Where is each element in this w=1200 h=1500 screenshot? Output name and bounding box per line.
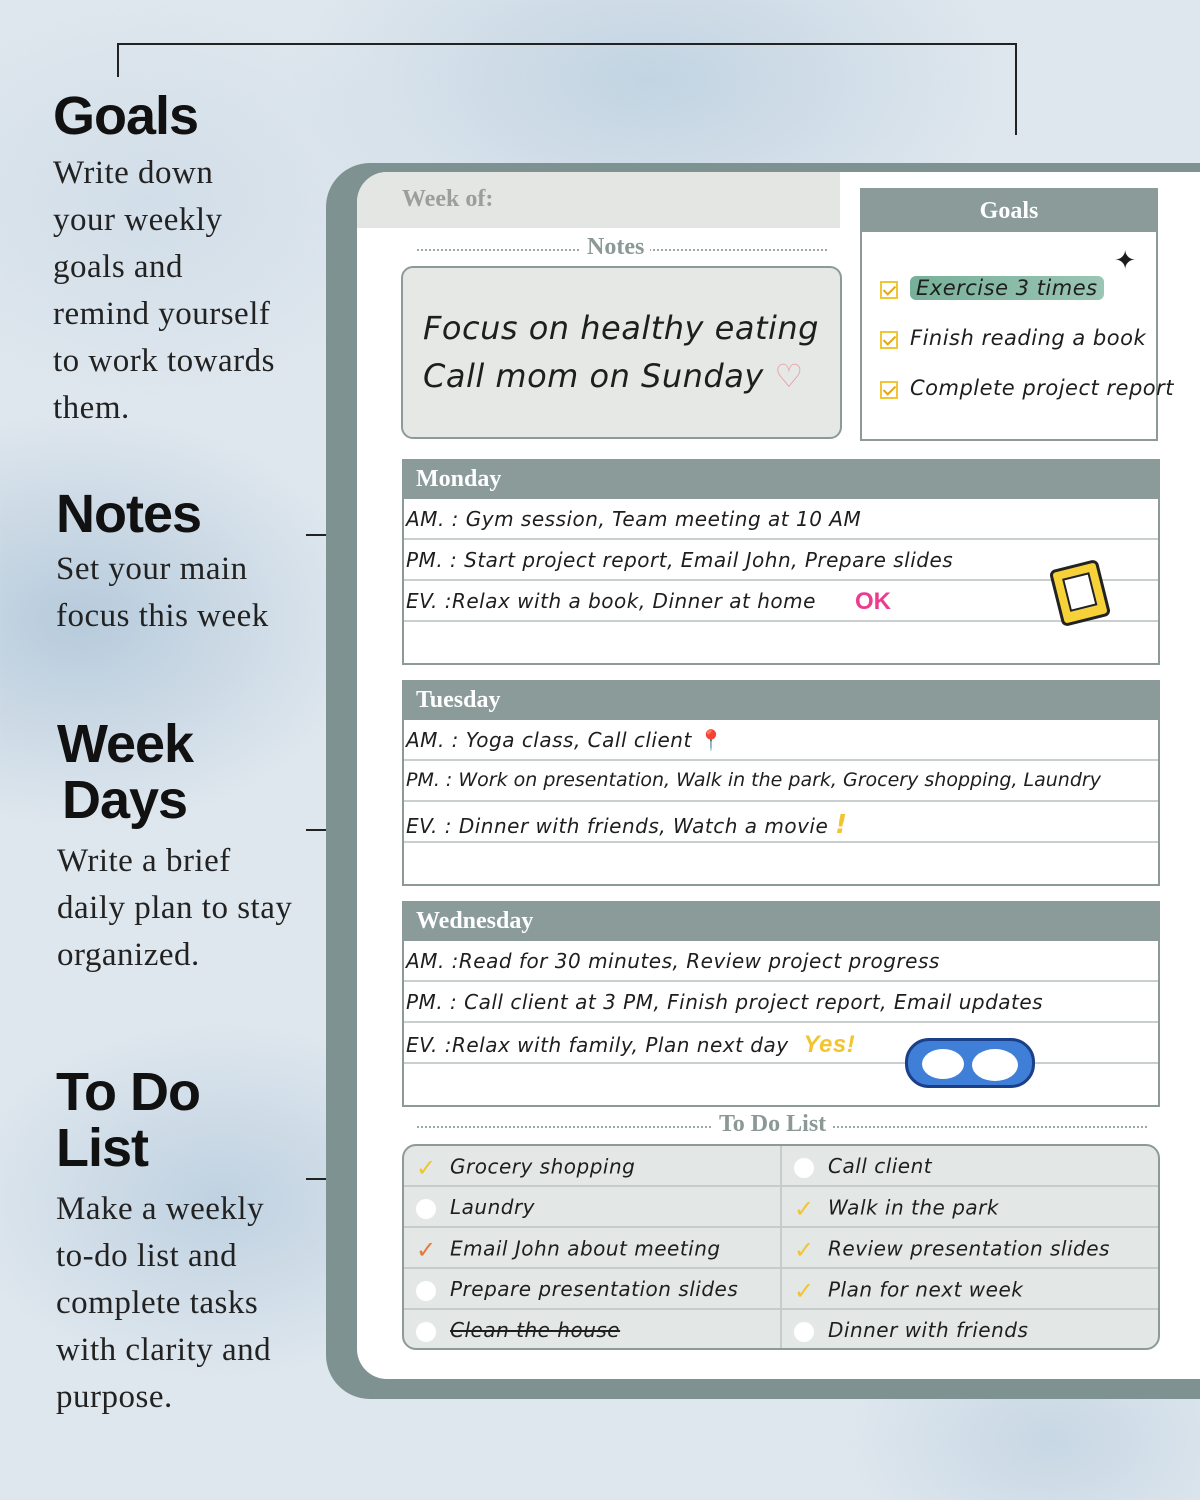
desc-line: Make a weekly [56, 1191, 265, 1227]
goal-item[interactable] [880, 326, 1146, 351]
check-icon: ✓ [416, 1236, 437, 1264]
day-monday [402, 459, 1160, 665]
week-of-label: Week of: [357, 172, 840, 228]
desc-line: remind yourself [53, 296, 271, 332]
todo-item[interactable] [404, 1269, 782, 1310]
checkbox-icon [880, 281, 898, 299]
todo-text: Dinner with friends [828, 1318, 1029, 1342]
day-row-am[interactable] [404, 720, 1158, 761]
todo-item[interactable] [782, 1187, 1160, 1228]
todo-table [402, 1144, 1160, 1350]
desc-line: Set your main [56, 551, 248, 587]
goals-section [53, 88, 303, 432]
day-wednesday [402, 901, 1160, 1107]
desc-line: to-do list and [56, 1238, 238, 1274]
check-icon: ✓ [416, 1154, 437, 1182]
notes-heading: Notes [56, 484, 202, 544]
radio-circle-icon [794, 1158, 814, 1178]
todo-item[interactable] [782, 1269, 1160, 1310]
todo-text: Grocery shopping [450, 1154, 636, 1179]
goal-text: Exercise 3 times [910, 276, 1104, 300]
bracket-line [117, 43, 119, 77]
todo-column-left [404, 1146, 782, 1350]
todo-heading-2: List [56, 1118, 149, 1178]
sparkle-icon: ✦ [1114, 246, 1136, 276]
day-row-am[interactable]: AM. :Read for 30 minutes, Review project progress [404, 941, 1158, 982]
goals-box[interactable] [860, 188, 1175, 441]
radio-circle-icon [416, 1322, 436, 1342]
desc-line: Write down [53, 155, 214, 191]
row-text: AM. : Yoga class, Call client [406, 728, 692, 752]
desc-line: your weekly [53, 202, 223, 238]
notes-box[interactable] [401, 266, 842, 439]
weekdays-heading-1: Week [57, 714, 194, 774]
bunny-sticker-icon [905, 1038, 1035, 1088]
todo-column-right [782, 1146, 1160, 1350]
todo-item[interactable] [404, 1228, 782, 1269]
radio-circle-icon [416, 1199, 436, 1219]
day-row-pm[interactable]: PM. : Call client at 3 PM, Finish project report, Email updates [404, 982, 1158, 1023]
goal-item[interactable] [880, 276, 1104, 301]
desc-line: Write a brief [57, 843, 231, 879]
notes-line [423, 352, 840, 400]
planner-page [357, 172, 1200, 1379]
goal-text: Finish reading a book [910, 326, 1147, 350]
todo-text: Prepare presentation slides [450, 1277, 739, 1301]
todo-item[interactable] [782, 1310, 1160, 1350]
notes-description [56, 546, 306, 640]
sticker-ok: OK [855, 588, 891, 615]
desc-line: complete tasks [56, 1285, 259, 1321]
goal-item[interactable] [880, 376, 1174, 401]
location-pin-icon: 📍 [698, 728, 725, 752]
desc-line: to work towards [53, 343, 275, 379]
goals-description [53, 150, 303, 432]
day-tuesday [402, 680, 1160, 886]
weekdays-section [57, 716, 307, 979]
day-row-blank[interactable] [404, 622, 1158, 663]
todo-item[interactable] [404, 1310, 782, 1350]
todo-item[interactable] [782, 1146, 1160, 1187]
todo-item[interactable] [782, 1228, 1160, 1269]
day-row-blank[interactable] [404, 843, 1158, 884]
day-row-pm[interactable]: PM. : Start project report, Email John, Prepare slides [404, 540, 1158, 581]
todo-text: Email John about meeting [450, 1236, 721, 1261]
notes-line: Focus on healthy eating [423, 309, 819, 347]
check-icon: ✓ [794, 1277, 815, 1305]
todo-item[interactable] [404, 1187, 782, 1228]
weekdays-heading-2: Days [62, 770, 188, 830]
day-title: Tuesday [404, 682, 1158, 720]
desc-line: purpose. [56, 1379, 173, 1415]
todo-text: Review presentation slides [828, 1236, 1110, 1261]
todo-text: Call client [828, 1154, 933, 1178]
day-row-pm[interactable]: PM. : Work on presentation, Walk in the park, Grocery shopping, Laundry [404, 761, 1158, 802]
desc-line: organized. [57, 937, 200, 973]
goals-box-title: Goals [862, 190, 1156, 232]
desc-line: focus this week [56, 598, 269, 634]
checkbox-icon [880, 381, 898, 399]
check-icon: ✓ [794, 1195, 815, 1223]
desc-line: goals and [53, 249, 184, 285]
todo-description [56, 1186, 306, 1421]
day-row-blank[interactable] [404, 1064, 1158, 1105]
todo-text: Clean the house [450, 1318, 621, 1342]
day-title: Monday [404, 461, 1158, 499]
desc-line: daily plan to stay [57, 890, 293, 926]
row-text: EV. :Relax with family, Plan next day [406, 1033, 789, 1057]
day-row-ev[interactable] [404, 1023, 1158, 1064]
weekdays-description [57, 838, 307, 979]
todo-text: Plan for next week [828, 1277, 1024, 1302]
todo-section [56, 1064, 306, 1421]
notes-label: Notes [581, 234, 650, 261]
goals-heading: Goals [53, 86, 199, 146]
heart-icon: ♡ [774, 357, 804, 395]
bracket-line [117, 43, 1017, 45]
exclamation-mark-icon: ! [835, 810, 848, 840]
todo-text: Walk in the park [828, 1195, 999, 1220]
bracket-line [1015, 43, 1017, 135]
todo-label: To Do List [713, 1111, 832, 1138]
row-text: EV. : Dinner with friends, Watch a movie [406, 814, 829, 838]
todo-text: Laundry [450, 1195, 536, 1219]
desc-line: them. [53, 390, 130, 426]
day-row-am[interactable]: AM. : Gym session, Team meeting at 10 AM [404, 499, 1158, 540]
day-title: Wednesday [404, 903, 1158, 941]
check-icon: ✓ [794, 1236, 815, 1264]
radio-circle-icon [416, 1281, 436, 1301]
notes-section [56, 486, 306, 640]
todo-item[interactable] [404, 1146, 782, 1187]
day-row-ev[interactable]: EV. :Relax with a book, Dinner at home [404, 581, 1158, 622]
day-row-ev[interactable] [404, 802, 1158, 843]
desc-line: with clarity and [56, 1332, 272, 1368]
todo-heading-1: To Do [56, 1062, 200, 1122]
notes-line-text: Call mom on Sunday [423, 357, 764, 395]
sticker-yes: Yes! [803, 1031, 856, 1058]
checkbox-icon [880, 331, 898, 349]
goal-text: Complete project report [910, 376, 1175, 400]
radio-circle-icon [794, 1322, 814, 1342]
